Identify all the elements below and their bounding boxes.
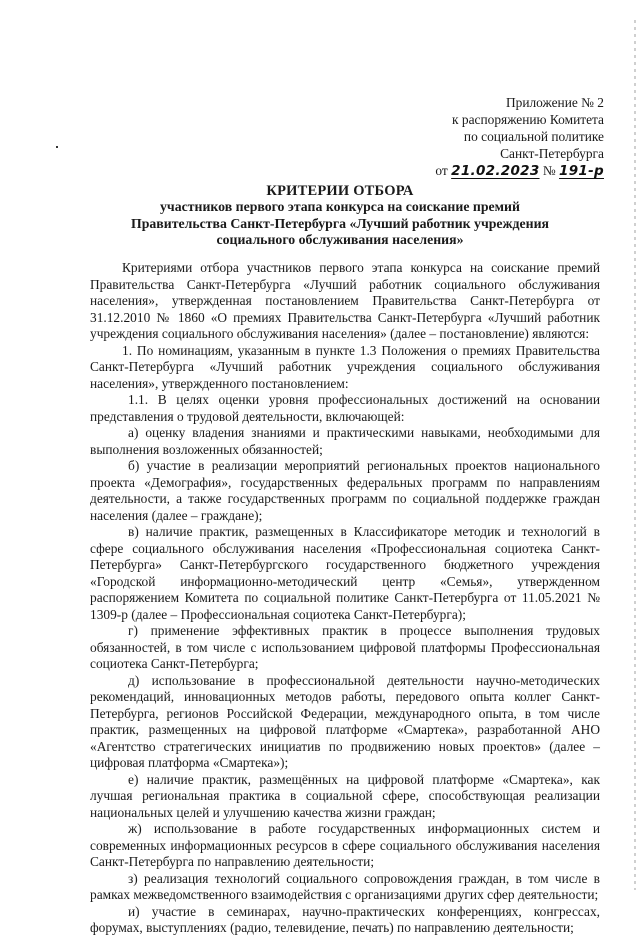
- scan-dot: [56, 146, 58, 148]
- scan-edge: [634, 20, 636, 890]
- document-title: [90, 183, 590, 248]
- number-prefix: №: [542, 163, 556, 178]
- document-body: [90, 260, 600, 937]
- title-line-3: Правительства Санкт-Петербурга «Лучший работник учреждения социального обслуживания населения»: [131, 215, 549, 247]
- title-line-2: участников первого этапа конкурса на соискание премий: [160, 199, 520, 215]
- appendix-block: [435, 94, 604, 180]
- item-g: г) применение эффективных практик в процессе выполнения трудовых обязанностей, в том числе с использованием цифровой платформы Профессиональная социотека Санкт-Петербурга;: [90, 623, 600, 671]
- item-z: з) реализация технологий социального сопровождения граждан, в том числе в рамках межведомственного взаимодействия с организациями других сфер деятельности;: [90, 870, 600, 902]
- appendix-line-1: Приложение № 2: [505, 95, 604, 110]
- item-a: а) оценку владения знаниями и практическими навыками, необходимыми для выполнения возложенных обязанностей;: [90, 425, 600, 457]
- order-number: 191-р: [559, 163, 604, 179]
- item-zh: ж) использование в работе государственных информационных систем и современных информационных ресурсов в сфере социального обслуживания населения Санкт-Петербурга по направлению деятельности;: [90, 821, 600, 869]
- appendix-line-2: к распоряжению Комитета: [452, 112, 604, 127]
- item-v: в) наличие практик, размещенных в Классификаторе методик и технологий в сфере социального обслуживания населения «Профессиональная социотека Санкт-Петербурга» Санкт-Петербургского государственного бюджетного учреждения «Городской информационно-методический центр «Семья», утвержденном распоряжением Комитета по социальной политике Санкт-Петербурга от 11.05.2021 № 1309-р (далее – Профессиональная социотека Санкт-Петербурга);: [90, 524, 600, 622]
- paragraph-1-1: 1.1. В целях оценки уровня профессиональных достижений на основании представления о трудовой деятельности, включающей:: [90, 392, 600, 424]
- item-b: б) участие в реализации мероприятий региональных проектов национального проекта «Демография», государственных федеральных программ по направлениям деятельности, а также государственных программ по социальной поддержке граждан населения (далее – граждане);: [90, 458, 600, 523]
- item-d: д) использование в профессиональной деятельности научно-методических рекомендаций, инновационных методов работы, передового опыта коллег Санкт-Петербурга, регионов Российской Федерации, международного опыта, в том числе практик, размещенных на цифровой платформе «Смартека», разработанной АНО «Агентство стратегических инициатив по продвижению новых проектов» (далее – цифровая платформа «Смартека»);: [90, 672, 600, 770]
- order-date-line: [435, 162, 604, 180]
- item-e: е) наличие практик, размещённых на цифровой платформе «Смартека», как лучшая региональная практика в социальной сфере, способствующая реализации национальных целей и улучшению качества жизни граждан;: [90, 771, 600, 820]
- appendix-line-3: по социальной политике: [463, 129, 604, 144]
- appendix-line-4: Санкт-Петербурга: [500, 146, 604, 161]
- order-date: 21.02.2023: [451, 163, 540, 179]
- date-prefix: от: [435, 163, 448, 178]
- title-line-1: КРИТЕРИИ ОТБОРА: [266, 183, 414, 199]
- paragraph-1: 1. По номинациям, указанным в пункте 1.3 Положения о премиях Правительства Санкт-Петербурга «Лучший работник учреждения социального обслуживания населения», утвержденного постановлением:: [90, 342, 600, 391]
- item-i: и) участие в семинарах, научно-практических конференциях, конгрессах, форумах, выступлениях (радио, телевидение, печать) по направлению деятельности;: [90, 903, 600, 935]
- intro-paragraph: Критериями отбора участников первого этапа конкурса на соискание премий Правительства Санкт-Петербурга «Лучший работник социального обслуживания населения», утвержденная постановлением Правительства Санкт-Петербурга от 31.12.2010 № 1860 «О премиях Правительства Санкт-Петербурга «Лучший работник учреждения социального обслуживания населения» (далее – постановление) являются:: [90, 260, 600, 341]
